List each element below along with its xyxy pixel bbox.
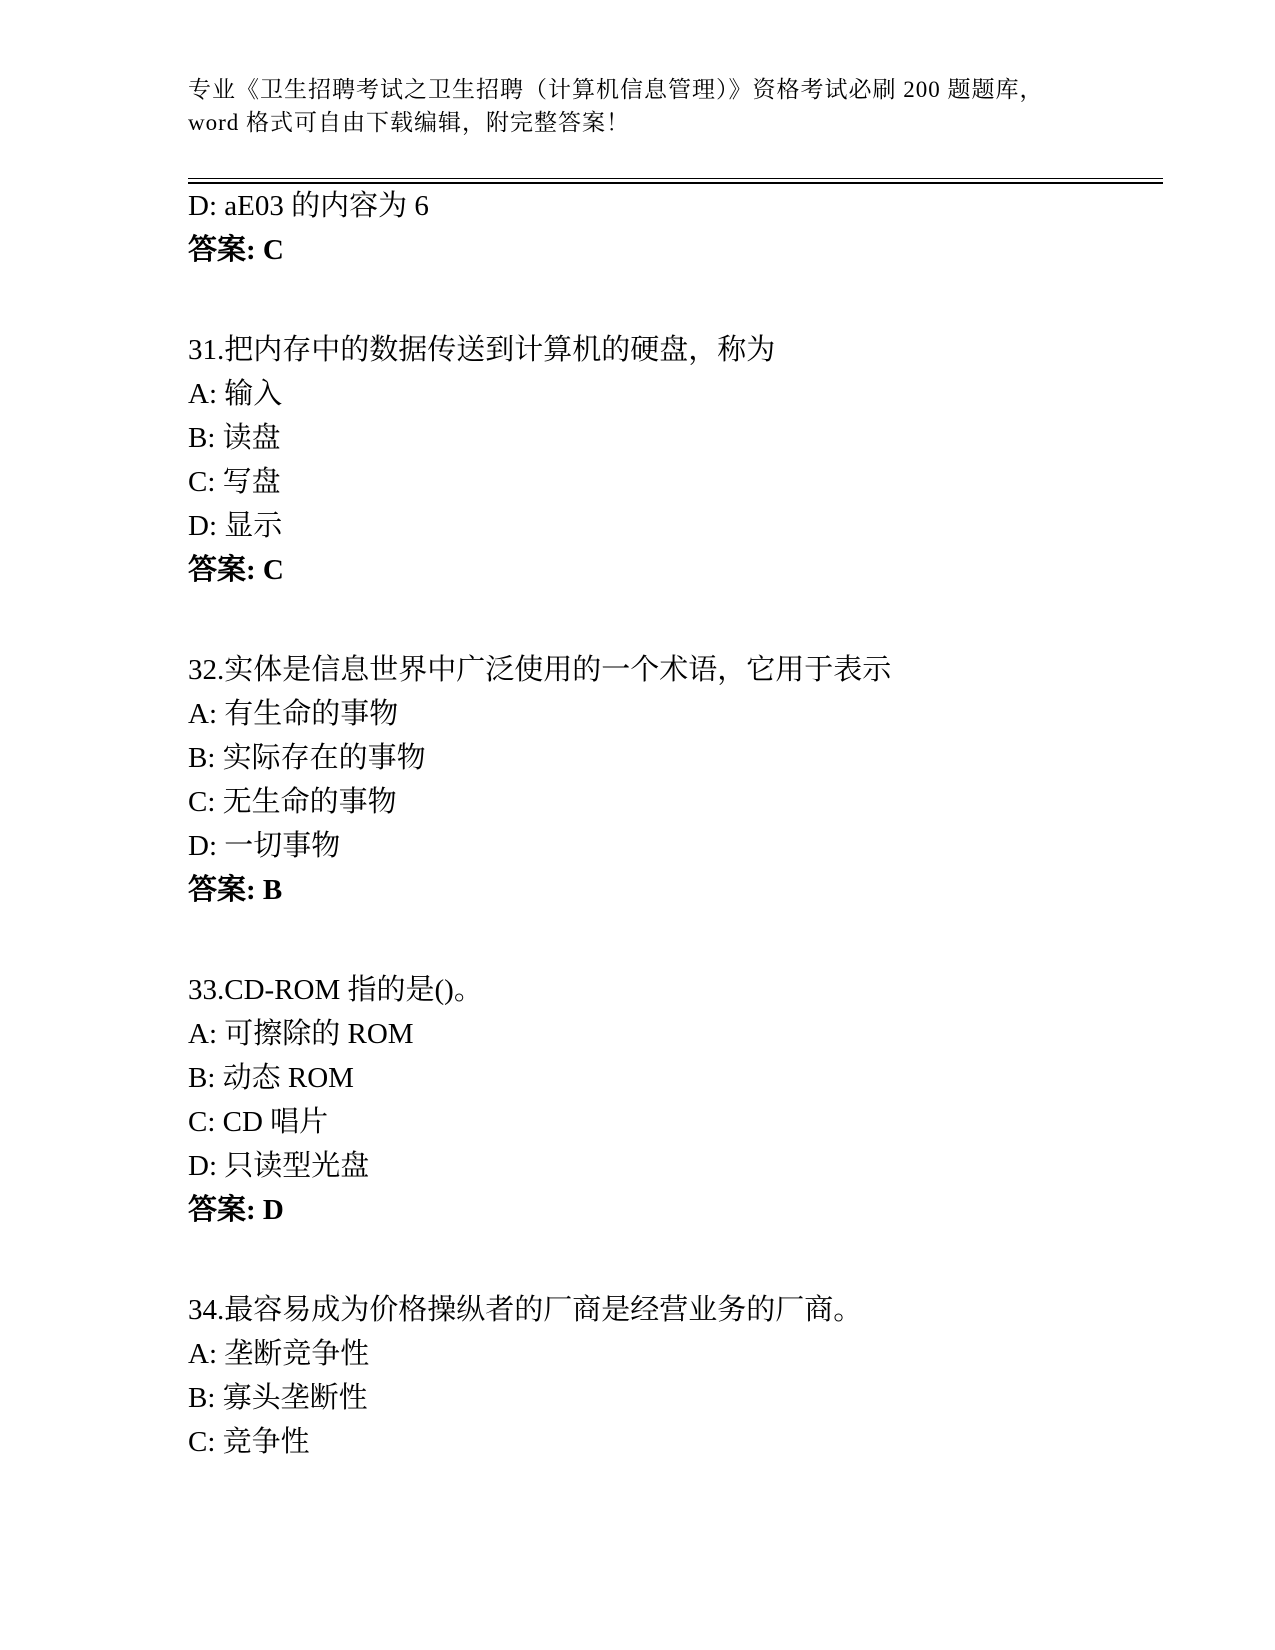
document-body	[188, 184, 1163, 1464]
question-33	[188, 968, 1163, 1232]
question-31-option-a: A: 输入	[188, 378, 283, 410]
page-header	[188, 0, 1163, 139]
question-32-option-d: D: 一切事物	[188, 830, 341, 862]
question-34-option-c: C: 竞争性	[188, 1426, 310, 1458]
question-33-option-a: A: 可擦除的 ROM	[188, 1018, 414, 1050]
header-line-2: word 格式可自由下载编辑，附完整答案！	[188, 110, 631, 135]
question-32-answer: 答案: B	[188, 874, 283, 906]
question-30-option-d: D: aE03 的内容为 6	[188, 190, 429, 222]
question-31-text: 31.把内存中的数据传送到计算机的硬盘，称为	[188, 334, 776, 366]
question-33-answer: 答案: D	[188, 1194, 284, 1226]
question-30-answer: 答案: C	[188, 234, 284, 266]
question-33-option-b: B: 动态 ROM	[188, 1062, 354, 1094]
question-33-option-c: C: CD 唱片	[188, 1106, 329, 1138]
question-34-text: 34.最容易成为价格操纵者的厂商是经营业务的厂商。	[188, 1294, 863, 1326]
question-33-text: 33.CD-ROM 指的是()。	[188, 974, 483, 1006]
question-33-option-d: D: 只读型光盘	[188, 1150, 370, 1182]
question-32-text: 32.实体是信息世界中广泛使用的一个术语，它用于表示	[188, 654, 892, 686]
question-31-option-c: C: 写盘	[188, 466, 281, 498]
question-31	[188, 328, 1163, 592]
question-31-option-d: D: 显示	[188, 510, 283, 542]
question-31-option-b: B: 读盘	[188, 422, 281, 454]
question-34-option-b: B: 寡头垄断性	[188, 1382, 368, 1414]
question-32	[188, 648, 1163, 912]
question-31-answer: 答案: C	[188, 554, 284, 586]
question-32-option-b: B: 实际存在的事物	[188, 742, 426, 774]
question-32-option-c: C: 无生命的事物	[188, 786, 397, 818]
question-34-option-a: A: 垄断竞争性	[188, 1338, 370, 1370]
question-34	[188, 1288, 1163, 1464]
question-32-option-a: A: 有生命的事物	[188, 698, 399, 730]
header-line-1: 专业《卫生招聘考试之卫生招聘（计算机信息管理）》资格考试必刷 200 题题库，	[188, 77, 1044, 102]
